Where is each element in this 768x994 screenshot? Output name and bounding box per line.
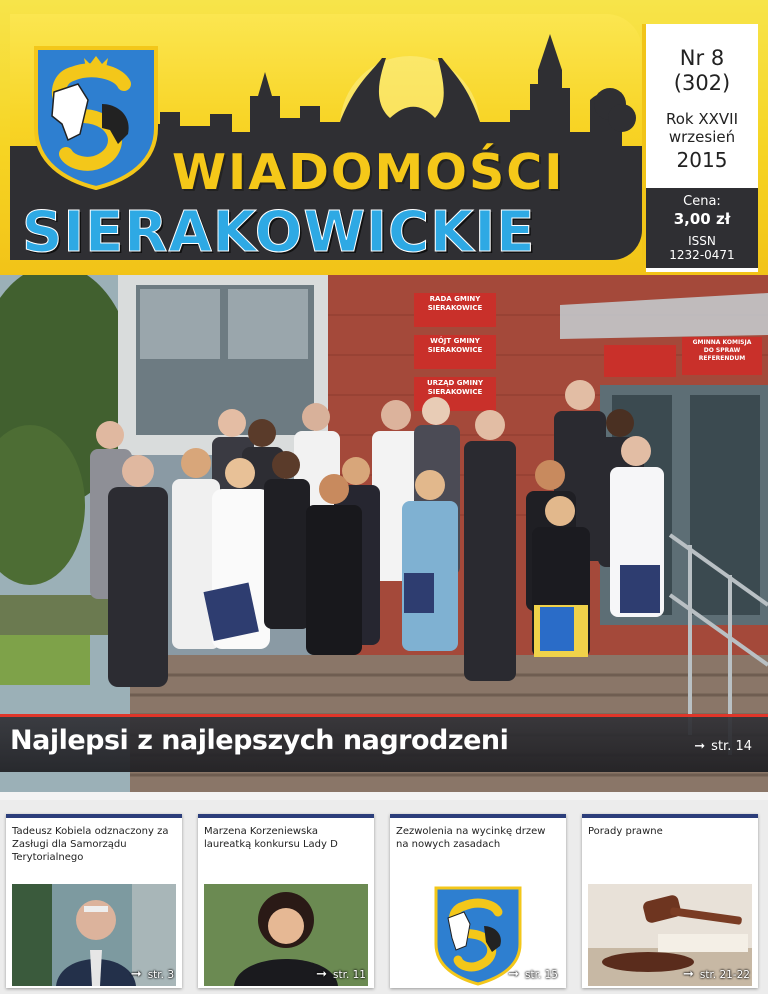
teaser-card-legal-advice[interactable] xyxy=(582,814,758,988)
teaser-card-page-ref xyxy=(316,967,366,982)
teaser-card-page-ref xyxy=(131,967,174,982)
teaser-card-page: str. 3 xyxy=(147,969,174,981)
teaser-card-page: str. 15 xyxy=(525,969,558,981)
arrow-right-icon: ➞ xyxy=(694,739,706,754)
teaser-card-title: Tadeusz Kobiela odznaczony za Zasługi dla Samorządu Terytorialnego xyxy=(12,826,169,863)
title-panel xyxy=(10,14,642,260)
masthead-title-line1: WIADOMOŚCI xyxy=(172,144,565,201)
sign-urzad-gminy-line2: SIERAKOWICE xyxy=(427,388,483,396)
teaser-card-title: Marzena Korzeniewska laureatką konkursu Lady D xyxy=(204,826,338,850)
teaser-cards xyxy=(0,800,768,994)
sign-urzad-gminy xyxy=(414,379,496,397)
issn-number: 1232-0471 xyxy=(669,248,735,262)
sign-wojt-gminy-line1: WÓJT GMINY xyxy=(430,337,480,345)
issue-info-panel xyxy=(642,24,758,272)
arrow-right-icon: ➞ xyxy=(316,967,328,982)
teaser-card-title: Zezwolenia na wycinkę drzew na nowych zasadach xyxy=(396,826,546,850)
teaser-card-page-ref xyxy=(683,967,750,982)
sign-wojt-gminy-line2: SIERAKOWICE xyxy=(427,346,483,354)
arrow-right-icon: ➞ xyxy=(508,967,520,982)
issue-year-block xyxy=(646,110,758,146)
teaser-card-tree-permits[interactable] xyxy=(390,814,566,988)
sign-referendum-commission xyxy=(682,339,762,363)
issue-number-block xyxy=(646,46,758,96)
issue-number: Nr 8 xyxy=(679,46,725,70)
teaser-card-page: str. 11 xyxy=(333,969,366,981)
price-label: Cena: xyxy=(683,194,721,209)
main-headline[interactable]: Najlepsi z najlepszych nagrodzeni xyxy=(10,725,509,756)
volume-label: Rok XXVII xyxy=(665,110,739,128)
sign-urzad-gminy-line1: URZĄD GMINY xyxy=(426,379,484,387)
main-headline-page: str. 14 xyxy=(711,739,752,754)
issue-month: wrzesień xyxy=(668,128,736,146)
teaser-card-page-ref xyxy=(508,967,558,982)
issn-block xyxy=(646,234,758,262)
teaser-card-title: Porady prawne xyxy=(588,826,663,837)
issue-year: 2015 xyxy=(676,148,728,172)
issn-label: ISSN xyxy=(688,234,716,248)
sign-referendum-line3: REFERENDUM xyxy=(698,355,746,362)
sign-rada-gminy-line1: RADA GMINY xyxy=(429,295,481,303)
headline-bar xyxy=(0,714,768,772)
price-block xyxy=(646,188,758,268)
issue-overall-number: (302) xyxy=(673,71,731,95)
teaser-card-page: str. 21-22 xyxy=(699,969,750,981)
arrow-right-icon: ➞ xyxy=(130,967,142,982)
sign-referendum-line1: GMINNA KOMISJA xyxy=(692,339,752,346)
arrow-right-icon: ➞ xyxy=(682,967,694,982)
sign-rada-gminy xyxy=(414,295,496,313)
sign-referendum-line2: DO SPRAW xyxy=(703,347,741,354)
teaser-card-lady-d[interactable] xyxy=(198,814,374,988)
teaser-card-kobiela[interactable] xyxy=(6,814,182,988)
sign-wojt-gminy xyxy=(414,337,496,355)
price-value: 3,00 zł xyxy=(673,210,731,228)
masthead-title-line2: SIERAKOWICKIE xyxy=(22,200,536,260)
main-headline-page-ref[interactable] xyxy=(694,739,752,754)
cover-header xyxy=(0,0,768,275)
sign-rada-gminy-line2: SIERAKOWICE xyxy=(427,304,483,312)
coat-of-arms-logo xyxy=(32,44,160,190)
